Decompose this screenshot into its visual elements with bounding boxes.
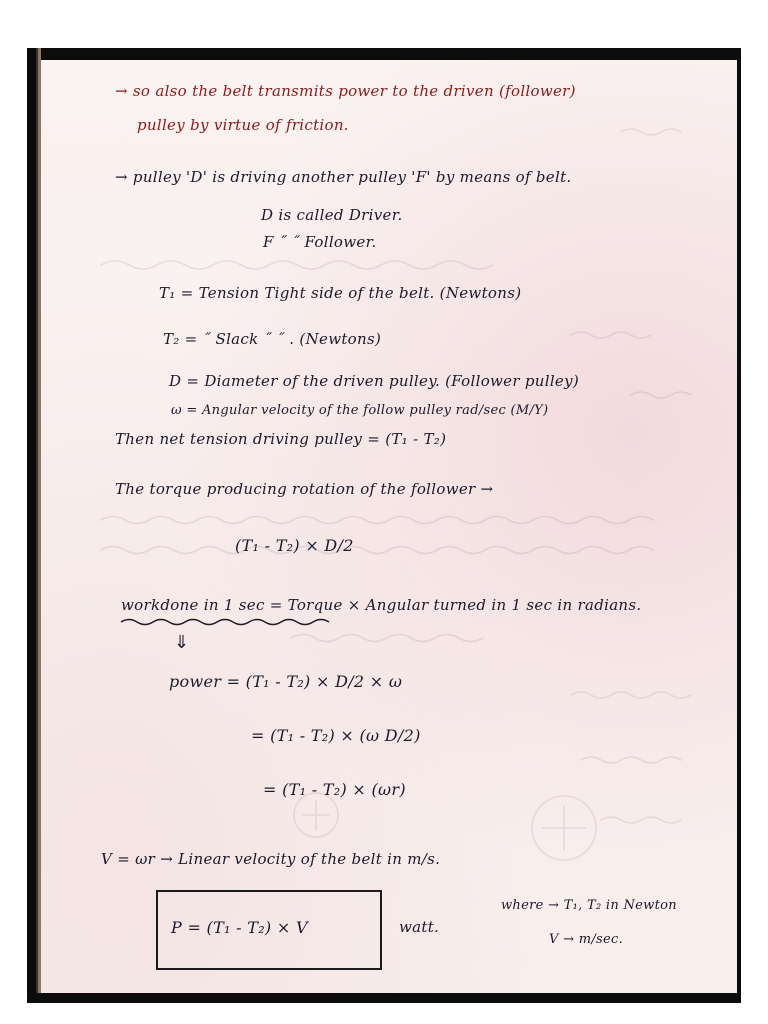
power-equation-step-2: = (T₁ - T₂) × (ω D/2): [251, 726, 421, 745]
workdone-statement: workdone in 1 sec = Torque × Angular turned in 1 sec in radians.: [121, 596, 642, 614]
power-unit: watt.: [399, 918, 440, 936]
torque-formula: (T₁ - T₂) × D/2: [235, 536, 354, 555]
notebook-page: [41, 60, 737, 993]
tension-tight-definition: T₁ = Tension Tight side of the belt. (Newtons): [159, 284, 522, 302]
tension-slack-definition: T₂ = ˝ Slack ˝ ˝ . (Newtons): [163, 330, 382, 348]
scan-border-left: [27, 48, 41, 1003]
follower-definition: F ˝ ˝ Follower.: [263, 233, 377, 251]
diameter-definition: D = Diameter of the driven pulley. (Follower pulley): [169, 372, 580, 390]
power-formula: P = (T₁ - T₂) × V: [171, 918, 308, 937]
net-tension-statement: Then net tension driving pulley = (T₁ - T₂): [115, 430, 447, 448]
intro-line-2: pulley by virtue of friction.: [137, 116, 349, 134]
where-velocity: V → m/sec.: [549, 932, 624, 947]
scan-border-bottom: [27, 993, 741, 1003]
power-equation-step-3: = (T₁ - T₂) × (ωr): [263, 780, 406, 799]
scan-border-right: [737, 48, 741, 1003]
implies-arrow-icon: ⇓: [174, 632, 190, 653]
pulley-description: → pulley 'D' is driving another pulley 'F' by means of belt.: [115, 168, 572, 186]
torque-statement: The torque producing rotation of the follower →: [115, 480, 494, 498]
scan-border-top: [27, 48, 741, 60]
intro-line-1: → so also the belt transmits power to the driven (follower): [115, 82, 576, 100]
driver-definition: D is called Driver.: [261, 206, 403, 224]
where-newton: where → T₁, T₂ in Newton: [501, 898, 677, 913]
linear-velocity-statement: V = ωr → Linear velocity of the belt in m/s.: [101, 850, 441, 868]
workdone-underline: [119, 616, 359, 626]
angular-velocity-definition: ω = Angular velocity of the follow pulley rad/sec (M/Y): [171, 403, 549, 418]
power-equation-step-1: power = (T₁ - T₂) × D/2 × ω: [169, 672, 403, 691]
